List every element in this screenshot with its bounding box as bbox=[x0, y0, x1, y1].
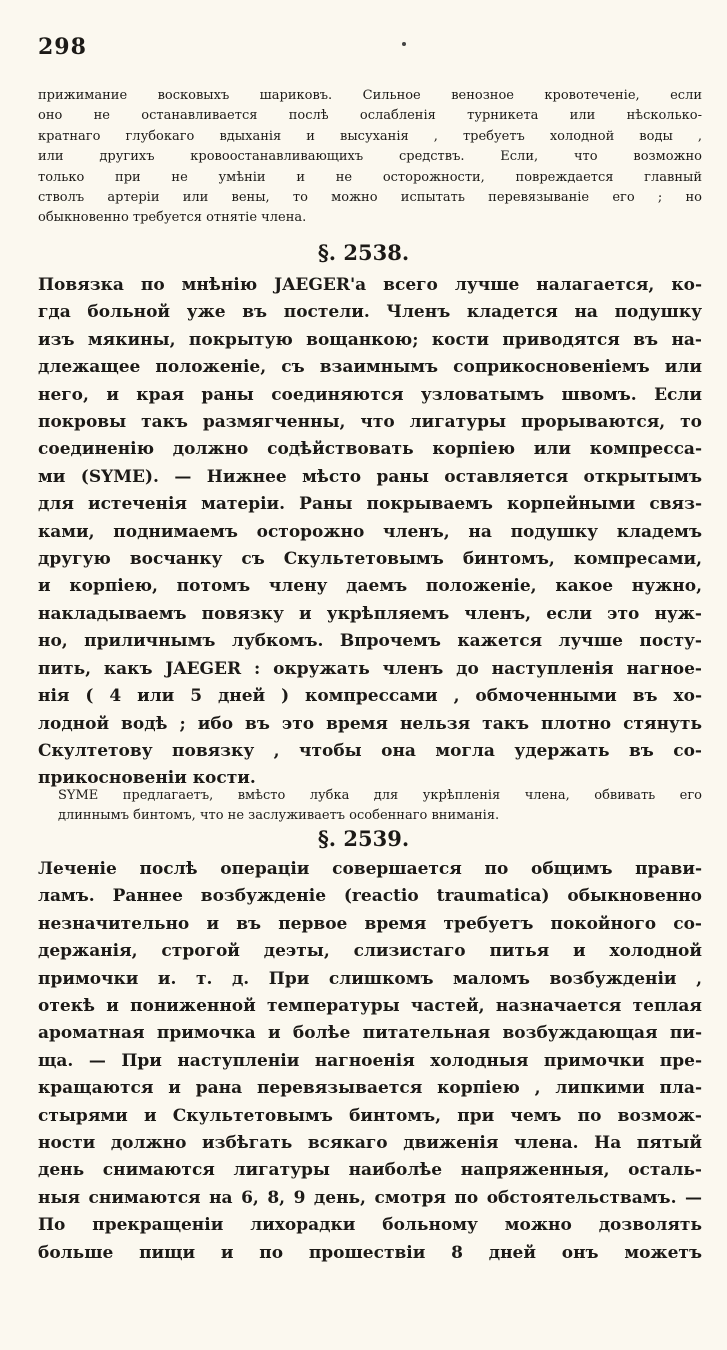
text-line: кращаются и рана перевязывается корпіею , липкими пла- bbox=[38, 1078, 702, 1099]
text-line: прикосновеніи кости. bbox=[38, 768, 256, 789]
text-line: стволъ артеріи или вены, то можно испытать перевязываніе его ; но bbox=[38, 190, 702, 206]
text-line: ароматная примочка и болѣе питательная возбуждающая пи- bbox=[38, 1023, 702, 1044]
text-line: ламъ. Раннее возбужденіе (reactio traumatica) обыкновенно bbox=[38, 886, 702, 907]
text-line: нія ( 4 или 5 дней ) компрессами , обмоченными въ хо- bbox=[38, 686, 702, 707]
text-line: день снимаются лигатуры наиболѣе напряженныя, осталь- bbox=[38, 1160, 702, 1181]
text-line: гда больной уже въ постели. Членъ кладется на подушку bbox=[38, 302, 702, 323]
section-heading-2538: §. 2538. bbox=[317, 240, 410, 265]
intro-paragraph bbox=[38, 86, 702, 229]
text-line: лодной водѣ ; ибо въ это время нельзя такъ плотно стянуть bbox=[38, 713, 702, 734]
text-line: По прекращеніи лихорадки больному можно дозволять bbox=[38, 1215, 702, 1236]
ink-dot bbox=[402, 42, 406, 46]
text-line: SYME предлагаетъ, вмѣсто лубка для укрѣпленія члена, обвивать его bbox=[58, 788, 702, 803]
text-line: оно не останавливается послѣ ослабленія турникета или нѣсколько- bbox=[38, 108, 702, 124]
text-line: ныя снимаются на 6, 8, 9 день, смотря по обстоятельствамъ. — bbox=[38, 1187, 702, 1208]
section-2538-body bbox=[38, 272, 702, 793]
section-heading-2539: §. 2539. bbox=[317, 826, 410, 851]
text-line: больше пищи и по прошествіи 8 дней онъ можетъ bbox=[38, 1242, 702, 1263]
text-line: изъ мякины, покрытую вощанкою; кости приводятся въ на- bbox=[38, 329, 702, 350]
text-line: другую восчанку съ Скультетовымъ бинтомъ, компресами, bbox=[38, 549, 702, 570]
text-line: накладываемъ повязку и укрѣпляемъ членъ, если это нуж- bbox=[38, 603, 702, 624]
text-line: и корпіею, потомъ члену даемъ положеніе, какое нужно, bbox=[38, 576, 702, 597]
text-line: прижимание восковыхъ шариковъ. Сильное венозное кровотеченіе, если bbox=[38, 88, 702, 103]
text-line: соединенію должно содѣйствовать корпіею или компресса- bbox=[38, 439, 702, 460]
text-line: но, приличнымъ лубкомъ. Впрочемъ кажется лучше посту- bbox=[38, 631, 702, 652]
text-line: ми (SYME). — Нижнее мѣсто раны оставляется открытымъ bbox=[38, 466, 702, 487]
text-line: кратнаго глубокаго вдыханія и высуханія , требуетъ холодной воды , bbox=[38, 128, 702, 144]
text-line: примочки и. т. д. При слишкомъ маломъ возбужденіи , bbox=[38, 968, 702, 989]
text-line: длежащее положеніе, съ взаимнымъ соприкосновеніемъ или bbox=[38, 357, 702, 378]
text-line: ности должно избѣгать всякаго движенія члена. На пятый bbox=[38, 1133, 702, 1154]
text-line: него, и края раны соединяются узловатымъ швомъ. Если bbox=[38, 384, 702, 405]
text-line: для истеченія матеріи. Раны покрываемъ корпейными связ- bbox=[38, 494, 702, 515]
text-line: покровы такъ размягченны, что лигатуры прорываются, то bbox=[38, 412, 702, 433]
section-2539-body bbox=[38, 856, 702, 1267]
text-line: стырями и Скультетовымъ бинтомъ, при чемъ по возмож- bbox=[38, 1105, 702, 1126]
text-line: обыкновенно требуется отнятіе члена. bbox=[38, 210, 307, 226]
text-line: или другихъ кровоостанавливающихъ средствъ. Если, что возможно bbox=[38, 149, 702, 165]
text-line: отекѣ и пониженной температуры частей, назначается теплая bbox=[38, 996, 702, 1017]
text-line: ками, поднимаемъ осторожно членъ, на подушку кладемъ bbox=[38, 521, 702, 542]
page-number: 298 bbox=[38, 34, 87, 60]
text-line: Повязка по мнѣнію JAEGER'а всего лучше налагается, ко- bbox=[38, 275, 702, 295]
text-line: только при не умѣніи и не осторожности, повреждается главный bbox=[38, 169, 702, 185]
section-2538-note bbox=[58, 786, 702, 827]
text-line: Леченіе послѣ операціи совершается по общимъ прави- bbox=[38, 859, 702, 879]
text-line: ща. — При наступленіи нагноенія холодныя примочки пре- bbox=[38, 1050, 702, 1071]
text-line: держанія, строгой деэты, слизистаго питья и холодной bbox=[38, 941, 702, 962]
text-line: пить, какъ JAEGER : окружать членъ до наступленія нагное- bbox=[38, 658, 702, 679]
text-line: незначительно и въ первое время требуетъ покойного со- bbox=[38, 913, 702, 934]
text-line: длиннымъ бинтомъ, что не заслуживаетъ особеннаго вниманія. bbox=[58, 808, 500, 824]
text-line: Скултетову повязку , чтобы она могла удержать въ со- bbox=[38, 740, 702, 761]
